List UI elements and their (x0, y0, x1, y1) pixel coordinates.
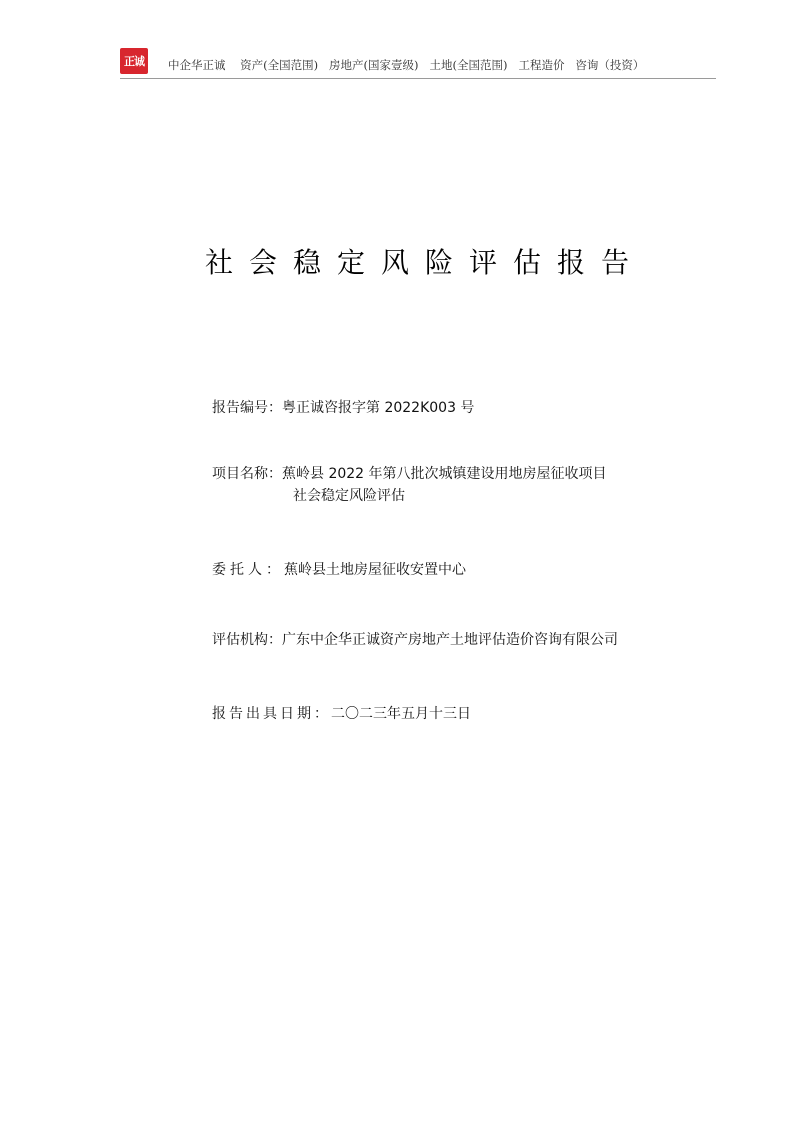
agency-label: 评估机构： (212, 632, 282, 648)
project-name-label: 项目名称： (212, 466, 282, 482)
agency-value: 广东中企华正诚资产房地产土地评估造价咨询有限公司 (282, 632, 618, 648)
project-name-value-line2: 社会稳定风险评估 (293, 488, 405, 504)
client-label: 委托人： (212, 562, 284, 578)
report-number-label: 报告编号： (212, 400, 282, 416)
project-name-value: 蕉岭县 2022 年第八批次城镇建设用地房屋征收项目 (282, 466, 607, 482)
issue-date-row (212, 703, 471, 723)
page-header (120, 46, 716, 79)
company-logo: 正诚 (120, 48, 148, 74)
agency-row (212, 629, 618, 649)
report-number-value: 粤正诚咨报字第 2022K003 号 (282, 400, 475, 416)
issue-date-label: 报告出具日期： (212, 706, 331, 722)
issue-date-value: 二〇二三年五月十三日 (331, 706, 471, 722)
project-name-row (212, 463, 607, 483)
client-value: 蕉岭县土地房屋征收安置中心 (284, 562, 466, 578)
header-company-services: 中企华正诚 资产(全国范围) 房地产(国家壹级) 土地(全国范围) 工程造价 咨询（投资） (168, 58, 645, 72)
client-row (212, 559, 466, 579)
document-title: 社会稳定风险评估报告 (205, 246, 646, 279)
report-number-row (212, 397, 474, 417)
